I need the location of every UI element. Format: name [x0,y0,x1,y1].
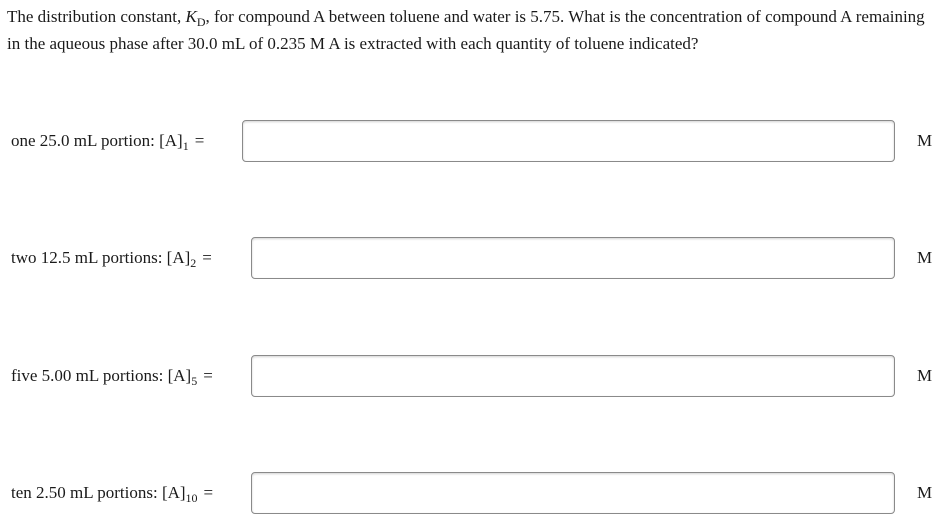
answer-input-4[interactable] [251,472,895,514]
unit-label: M [917,366,933,385]
row-label-subscript: 5 [191,374,198,388]
answer-row-3 [0,355,947,397]
answer-row-2 [0,237,947,279]
answer-input-1[interactable] [242,120,895,162]
unit-label: M [917,483,933,502]
row-label-text: one 25.0 mL portion: [A] [11,131,183,150]
answer-input-2[interactable] [251,237,895,279]
question-intro: The distribution constant, [7,7,186,26]
row-label-text: ten 2.50 mL portions: [A] [11,483,186,502]
row-label [11,248,212,269]
row-label-text: five 5.00 mL portions: [A] [11,366,192,385]
unit-label: M [917,248,933,267]
kd-symbol: K [185,7,197,26]
kd-subscript: D [196,15,206,29]
row-label-subscript: 10 [185,491,198,505]
answer-input-3[interactable] [251,355,895,397]
equals-sign: = [194,131,205,150]
row-label [11,483,213,504]
answer-row-1 [0,120,947,162]
row-label-subscript: 2 [190,256,197,270]
row-label-subscript: 1 [182,139,189,153]
row-label [11,366,213,387]
unit-label: M [917,131,933,150]
answer-row-4 [0,472,947,514]
row-label-text: two 12.5 mL portions: [A] [11,248,191,267]
equals-sign: = [202,248,212,267]
question-body: , for compound A between toluene and water is 5.75. What is the concentration of compound A remaining in the aqueous phase after 30.0 mL of 0.235 M A is extracted with each quantity of toluene indicated? [7,7,925,53]
row-label [11,131,204,152]
question-text [7,4,937,57]
equals-sign: = [203,483,214,502]
equals-sign: = [203,366,213,385]
